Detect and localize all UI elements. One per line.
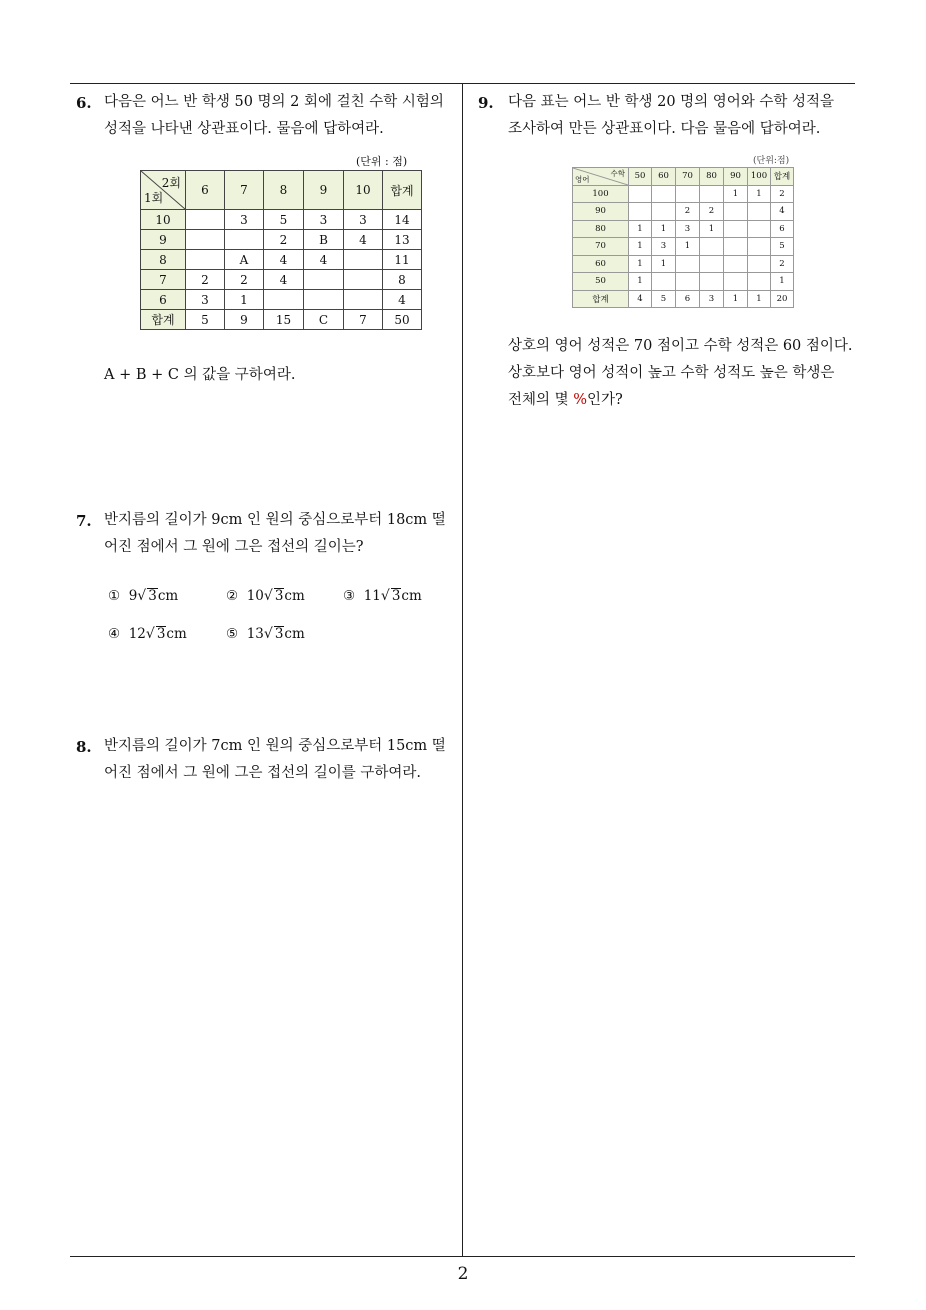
q6-cell: 4 xyxy=(264,250,304,270)
q9-last-before: 전체의 몇 xyxy=(508,392,574,408)
q7-line: 어진 점에서 그 원에 그은 접선의 길이는? xyxy=(104,539,364,555)
q9-row-label: 80 xyxy=(573,220,629,238)
q9-cell: 1 xyxy=(652,255,676,273)
q6-cell xyxy=(304,270,344,290)
q9-col-header: 합계 xyxy=(771,168,794,186)
choice-unit: cm xyxy=(401,588,422,604)
q9-cell xyxy=(676,185,700,203)
q9-cell: 4 xyxy=(771,203,794,221)
q9-cell xyxy=(748,273,771,291)
q6-cell: 2 xyxy=(225,270,264,290)
q8-line: 어진 점에서 그 원에 그은 접선의 길이를 구하여라. xyxy=(104,765,422,781)
q6-cell: 13 xyxy=(383,230,422,250)
q6-question xyxy=(104,362,295,389)
q9-corner-cell xyxy=(573,168,629,186)
q6-correlation-table xyxy=(140,170,422,330)
q9-cell: 1 xyxy=(748,185,771,203)
q6-cell xyxy=(304,290,344,310)
q6-col-header: 7 xyxy=(225,171,264,210)
q9-cell xyxy=(700,185,724,203)
q6-cell: 14 xyxy=(383,210,422,230)
q9-cell xyxy=(748,255,771,273)
choice-unit: cm xyxy=(166,626,187,642)
q9-cell xyxy=(700,255,724,273)
q7-number: 7. xyxy=(76,512,92,530)
q9-cell: 2 xyxy=(676,203,700,221)
q7-line: 반지름의 길이가 9cm 인 원의 중심으로부터 18cm 떨 xyxy=(104,512,446,528)
q6-cell xyxy=(225,230,264,250)
q9-cell: 1 xyxy=(629,220,652,238)
q9-col-header: 100 xyxy=(748,168,771,186)
choice-coef: 11 xyxy=(363,588,381,604)
q6-cell xyxy=(344,250,383,270)
radical-icon: √ xyxy=(263,588,273,604)
q9-cell xyxy=(700,273,724,291)
q8-number: 8. xyxy=(76,738,92,756)
q9-total-cell: 6 xyxy=(676,290,700,308)
q9-cell xyxy=(652,185,676,203)
radical-icon: √ xyxy=(137,588,147,604)
choice-mark: ⑤ xyxy=(226,626,239,642)
q9-question-line xyxy=(508,387,853,414)
q9-cell xyxy=(629,185,652,203)
q6-cell: 4 xyxy=(304,250,344,270)
q9-row-label: 50 xyxy=(573,273,629,291)
q6-cell: 2 xyxy=(186,270,225,290)
q6-cell: 5 xyxy=(264,210,304,230)
q6-cell xyxy=(186,210,225,230)
q6-corner-bottom: 1회 xyxy=(144,191,164,205)
choice-unit: cm xyxy=(284,588,305,604)
bottom-rule xyxy=(70,1256,855,1257)
q9-total-label: 합계 xyxy=(573,290,629,308)
page-number: 2 xyxy=(457,1264,469,1284)
q6-cell: 2 xyxy=(264,230,304,250)
q6-cell: 4 xyxy=(383,290,422,310)
choice-coef: 13 xyxy=(246,626,264,642)
choice-mark: ② xyxy=(226,588,239,604)
choice-coef: 12 xyxy=(128,626,146,642)
q6-total-cell: 50 xyxy=(383,310,422,330)
q9-cell xyxy=(652,273,676,291)
choice-unit: cm xyxy=(157,588,179,604)
q9-cell xyxy=(700,238,724,256)
q7-choice-2[interactable] xyxy=(226,588,305,604)
q9-text xyxy=(508,89,834,143)
q6-cell xyxy=(264,290,304,310)
q9-col-header: 90 xyxy=(724,168,748,186)
q9-total-cell: 1 xyxy=(724,290,748,308)
q9-line: 다음 표는 어느 반 학생 20 명의 영어와 수학 성적을 xyxy=(508,94,835,110)
q9-cell: 3 xyxy=(652,238,676,256)
q9-col-header: 70 xyxy=(676,168,700,186)
q9-cell xyxy=(748,203,771,221)
q6-cell: A xyxy=(225,250,264,270)
q6-row-label: 8 xyxy=(141,250,186,270)
q9-cell: 6 xyxy=(771,220,794,238)
q9-total-cell: 5 xyxy=(652,290,676,308)
choice-coef: 9 xyxy=(128,588,138,604)
q6-total-label: 합계 xyxy=(141,310,186,330)
q8-text xyxy=(104,733,446,787)
choice-radicand: 3 xyxy=(391,588,401,604)
q9-unit: (단위:점) xyxy=(753,156,790,166)
q6-col-header: 8 xyxy=(264,171,304,210)
q6-line: 성적을 나타낸 상관표이다. 물음에 답하여라. xyxy=(104,121,384,137)
q9-cell xyxy=(724,273,748,291)
q9-total-cell: 4 xyxy=(629,290,652,308)
q7-text xyxy=(104,507,446,561)
q9-cell: 3 xyxy=(676,220,700,238)
q9-question-line: 상호보다 영어 성적이 높고 수학 성적도 높은 학생은 xyxy=(508,365,835,381)
q6-cell: 4 xyxy=(344,230,383,250)
choice-radicand: 3 xyxy=(274,626,284,642)
q9-cell xyxy=(748,238,771,256)
choice-mark: ③ xyxy=(343,588,356,604)
q9-cell: 2 xyxy=(771,255,794,273)
q7-choice-3[interactable] xyxy=(343,588,422,604)
q6-cell xyxy=(344,290,383,310)
q9-row-label: 90 xyxy=(573,203,629,221)
q6-cell: 3 xyxy=(225,210,264,230)
q6-row-label: 7 xyxy=(141,270,186,290)
q6-line: 다음은 어느 반 학생 50 명의 2 회에 걸친 수학 시험의 xyxy=(104,94,444,110)
q6-cell: 8 xyxy=(383,270,422,290)
q6-cell xyxy=(186,250,225,270)
q9-row-label: 60 xyxy=(573,255,629,273)
q9-line: 조사하여 만든 상관표이다. 다음 물음에 답하여라. xyxy=(508,121,821,137)
q9-number: 9. xyxy=(478,94,494,112)
q6-total-cell: 7 xyxy=(344,310,383,330)
q6-total-cell: 15 xyxy=(264,310,304,330)
choice-mark: ① xyxy=(108,588,121,604)
q7-choice-1[interactable] xyxy=(108,588,178,604)
q9-total-cell: 1 xyxy=(748,290,771,308)
q9-cell xyxy=(629,203,652,221)
q9-cell xyxy=(724,220,748,238)
q6-total-cell: 9 xyxy=(225,310,264,330)
q9-cell: 1 xyxy=(771,273,794,291)
q9-cell: 5 xyxy=(771,238,794,256)
q9-cell: 1 xyxy=(724,185,748,203)
q7-choice-4[interactable] xyxy=(108,626,187,642)
q6-cell xyxy=(186,230,225,250)
q6-corner-top: 2회 xyxy=(161,176,181,190)
q9-cell xyxy=(652,203,676,221)
q9-cell xyxy=(676,273,700,291)
q6-corner-cell xyxy=(141,171,186,210)
q6-cell xyxy=(344,270,383,290)
q6-col-header: 9 xyxy=(304,171,344,210)
q9-cell: 1 xyxy=(652,220,676,238)
radical-icon: √ xyxy=(263,626,273,642)
q6-cell: 3 xyxy=(304,210,344,230)
q6-col-header: 6 xyxy=(186,171,225,210)
q9-total-cell: 3 xyxy=(700,290,724,308)
q7-choice-5[interactable] xyxy=(226,626,305,642)
q6-cell: 11 xyxy=(383,250,422,270)
q9-cell: 2 xyxy=(700,203,724,221)
choice-coef: 10 xyxy=(246,588,264,604)
q9-corner-bottom: 영어 xyxy=(575,174,590,184)
q6-number: 6. xyxy=(76,94,92,112)
q6-total-cell: 5 xyxy=(186,310,225,330)
q6-cell: 3 xyxy=(186,290,225,310)
q9-percent-sign: % xyxy=(573,392,588,408)
q9-correlation-table xyxy=(572,167,794,308)
q9-last-after: 인가? xyxy=(587,392,623,408)
q9-cell: 1 xyxy=(676,238,700,256)
q9-cell xyxy=(676,255,700,273)
choice-mark: ④ xyxy=(108,626,121,642)
choice-radicand: 3 xyxy=(156,626,166,642)
q6-col-header: 10 xyxy=(344,171,383,210)
choice-radicand: 3 xyxy=(148,588,157,604)
q9-cell xyxy=(724,203,748,221)
q6-text xyxy=(104,89,444,143)
q9-cell xyxy=(724,238,748,256)
q9-col-header: 50 xyxy=(629,168,652,186)
q6-cell: 4 xyxy=(264,270,304,290)
q9-col-header: 60 xyxy=(652,168,676,186)
q9-col-header: 80 xyxy=(700,168,724,186)
column-divider xyxy=(462,83,463,1256)
q9-row-label: 70 xyxy=(573,238,629,256)
q8-line: 반지름의 길이가 7cm 인 원의 중심으로부터 15cm 떨 xyxy=(104,738,446,754)
q6-cell: 1 xyxy=(225,290,264,310)
q6-unit: (단위 : 점) xyxy=(356,155,408,168)
q6-row-label: 10 xyxy=(141,210,186,230)
choice-unit: cm xyxy=(284,626,305,642)
q9-cell xyxy=(748,220,771,238)
radical-icon: √ xyxy=(380,588,390,604)
q6-col-header: 합계 xyxy=(383,171,422,210)
q6-total-cell: C xyxy=(304,310,344,330)
q9-cell: 1 xyxy=(629,273,652,291)
q6-question-line: A + B + C 의 값을 구하여라. xyxy=(104,367,296,383)
q6-row-label: 6 xyxy=(141,290,186,310)
q9-cell: 1 xyxy=(629,255,652,273)
q6-cell: B xyxy=(304,230,344,250)
q9-total-cell: 20 xyxy=(771,290,794,308)
q6-cell: 3 xyxy=(344,210,383,230)
q9-cell: 2 xyxy=(771,185,794,203)
q9-question-line: 상호의 영어 성적은 70 점이고 수학 성적은 60 점이다. xyxy=(508,338,853,354)
q9-cell: 1 xyxy=(629,238,652,256)
radical-icon: √ xyxy=(145,626,155,642)
q9-cell: 1 xyxy=(700,220,724,238)
q9-cell xyxy=(724,255,748,273)
q9-corner-top: 수학 xyxy=(610,169,625,178)
q6-row-label: 9 xyxy=(141,230,186,250)
q9-question xyxy=(508,333,853,414)
choice-radicand: 3 xyxy=(274,588,284,604)
q9-row-label: 100 xyxy=(573,185,629,203)
